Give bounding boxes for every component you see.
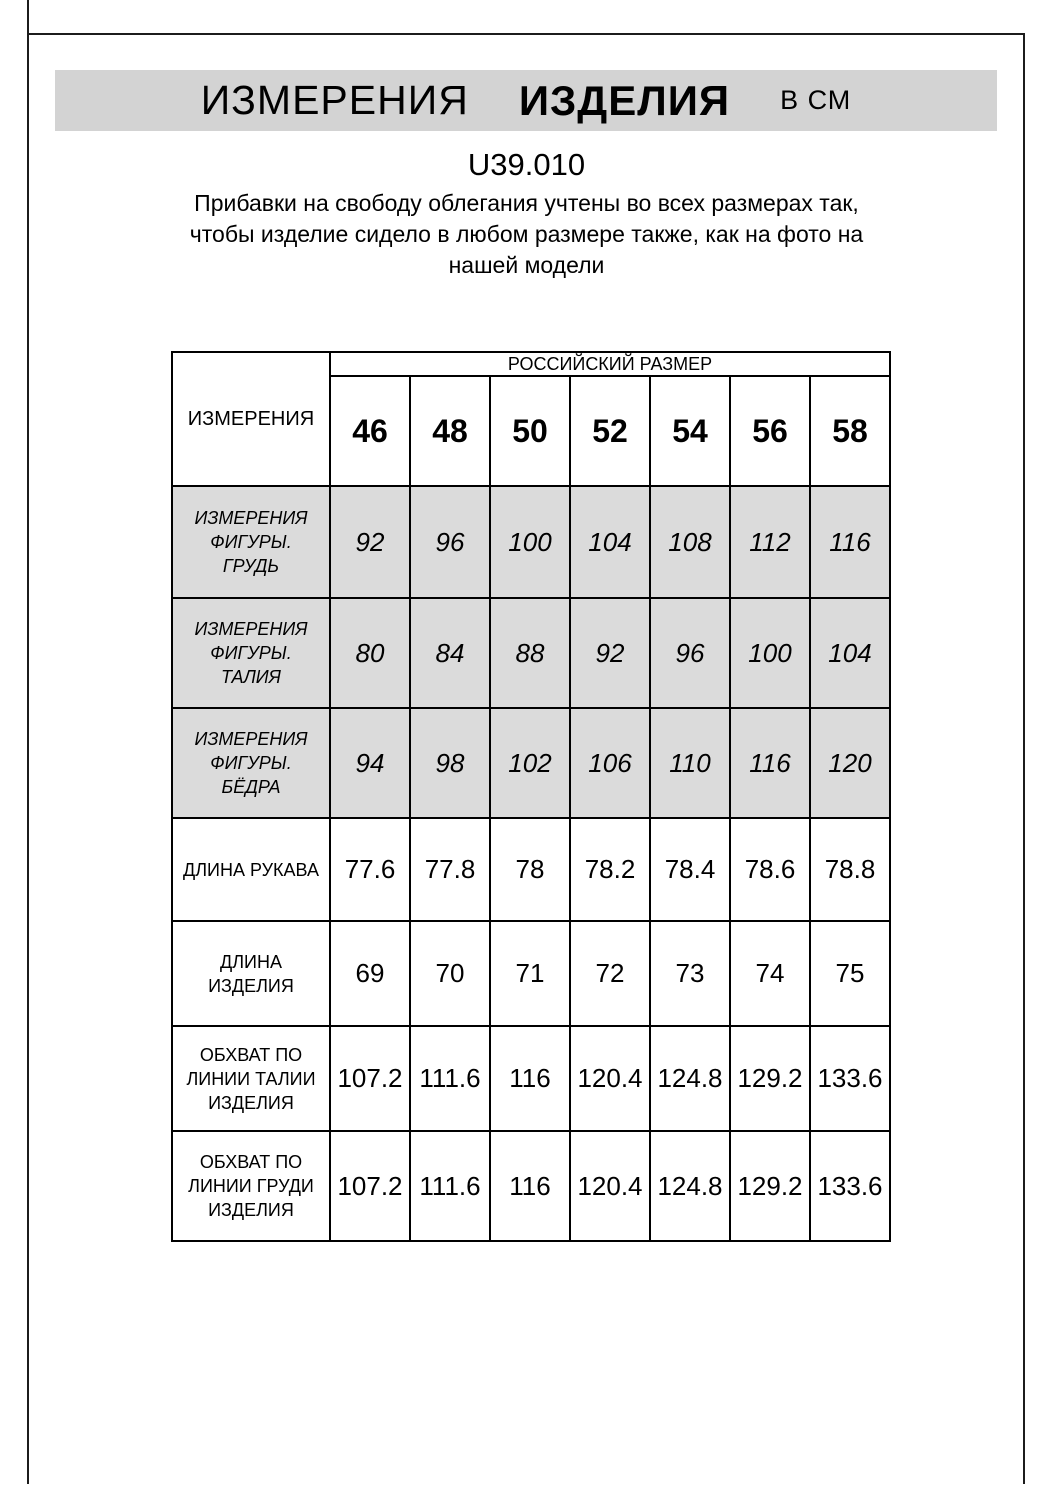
measurement-value: 77.8 <box>410 818 490 921</box>
row-label: ИЗМЕРЕНИЯ ФИГУРЫ. БЁДРА <box>172 708 330 818</box>
measurement-value: 96 <box>410 486 490 598</box>
measurement-value: 73 <box>650 921 730 1026</box>
size-chart-table <box>171 351 891 1242</box>
measurement-value: 78 <box>490 818 570 921</box>
row-label: ДЛИНА ИЗДЕЛИЯ <box>172 921 330 1026</box>
russian-size-group-header: РОССИЙСКИЙ РАЗМЕР <box>330 352 890 376</box>
row-label: ИЗМЕРЕНИЯ ФИГУРЫ. ТАЛИЯ <box>172 598 330 708</box>
table-row <box>172 598 890 708</box>
size-column-header: 56 <box>730 376 810 486</box>
measurement-value: 120.4 <box>570 1026 650 1131</box>
header-word-product: ИЗДЕЛИЯ <box>518 76 731 124</box>
size-column-header: 46 <box>330 376 410 486</box>
page-border-top <box>27 33 1025 35</box>
measurement-value: 74 <box>730 921 810 1026</box>
measurement-value: 70 <box>410 921 490 1026</box>
measurement-value: 124.8 <box>650 1131 730 1241</box>
size-column-header: 52 <box>570 376 650 486</box>
row-label: ДЛИНА РУКАВА <box>172 818 330 921</box>
measurement-value: 69 <box>330 921 410 1026</box>
measurement-value: 88 <box>490 598 570 708</box>
measurement-value: 71 <box>490 921 570 1026</box>
measurement-value: 116 <box>490 1026 570 1131</box>
header-bar <box>55 70 997 131</box>
measurement-value: 80 <box>330 598 410 708</box>
measurement-value: 72 <box>570 921 650 1026</box>
measurement-value: 133.6 <box>810 1131 890 1241</box>
measurement-value: 120.4 <box>570 1131 650 1241</box>
size-column-header: 54 <box>650 376 730 486</box>
size-column-header: 58 <box>810 376 890 486</box>
measurement-value: 107.2 <box>330 1026 410 1131</box>
header-word-measurements: ИЗМЕРЕНИЯ <box>200 77 469 123</box>
measurement-value: 112 <box>730 486 810 598</box>
article-number: U39.010 <box>467 147 586 182</box>
measurement-value: 104 <box>810 598 890 708</box>
measurement-value: 100 <box>490 486 570 598</box>
measurement-value: 111.6 <box>410 1131 490 1241</box>
table-row <box>172 921 890 1026</box>
measurement-value: 92 <box>330 486 410 598</box>
table-row <box>172 818 890 921</box>
measurement-value: 104 <box>570 486 650 598</box>
measurement-value: 77.6 <box>330 818 410 921</box>
table-row <box>172 1026 890 1131</box>
size-column-header: 50 <box>490 376 570 486</box>
table-row <box>172 708 890 818</box>
measurement-value: 92 <box>570 598 650 708</box>
table-row <box>172 1131 890 1241</box>
measurement-value: 96 <box>650 598 730 708</box>
fit-note-line: чтобы изделие сидело в любом размере также, как на фото на <box>189 221 864 247</box>
measurement-value: 106 <box>570 708 650 818</box>
measurement-value: 78.8 <box>810 818 890 921</box>
fit-note <box>28 188 1025 281</box>
row-label: ОБХВАТ ПО ЛИНИИ ТАЛИИ ИЗДЕЛИЯ <box>172 1026 330 1131</box>
measurement-value: 107.2 <box>330 1131 410 1241</box>
measurement-value: 78.6 <box>730 818 810 921</box>
row-label: ИЗМЕРЕНИЯ ФИГУРЫ. ГРУДЬ <box>172 486 330 598</box>
measurement-value: 75 <box>810 921 890 1026</box>
measurement-value: 102 <box>490 708 570 818</box>
table-corner-label: ИЗМЕРЕНИЯ <box>172 352 330 486</box>
fit-note-line: нашей модели <box>448 252 605 278</box>
row-label: ОБХВАТ ПО ЛИНИИ ГРУДИ ИЗДЕЛИЯ <box>172 1131 330 1241</box>
measurement-value: 116 <box>730 708 810 818</box>
measurement-value: 124.8 <box>650 1026 730 1131</box>
measurement-value: 110 <box>650 708 730 818</box>
measurement-value: 116 <box>490 1131 570 1241</box>
measurement-value: 129.2 <box>730 1026 810 1131</box>
measurement-value: 133.6 <box>810 1026 890 1131</box>
header-unit-label: В СМ <box>780 85 852 115</box>
measurement-value: 98 <box>410 708 490 818</box>
measurement-value: 94 <box>330 708 410 818</box>
measurement-value: 116 <box>810 486 890 598</box>
measurement-value: 120 <box>810 708 890 818</box>
measurement-value: 84 <box>410 598 490 708</box>
measurement-value: 129.2 <box>730 1131 810 1241</box>
measurement-value: 78.2 <box>570 818 650 921</box>
size-column-header: 48 <box>410 376 490 486</box>
measurement-value: 108 <box>650 486 730 598</box>
table-row <box>172 486 890 598</box>
measurement-value: 78.4 <box>650 818 730 921</box>
measurement-value: 111.6 <box>410 1026 490 1131</box>
measurement-value: 100 <box>730 598 810 708</box>
fit-note-line: Прибавки на свободу облегания учтены во всех размерах так, <box>194 190 859 216</box>
